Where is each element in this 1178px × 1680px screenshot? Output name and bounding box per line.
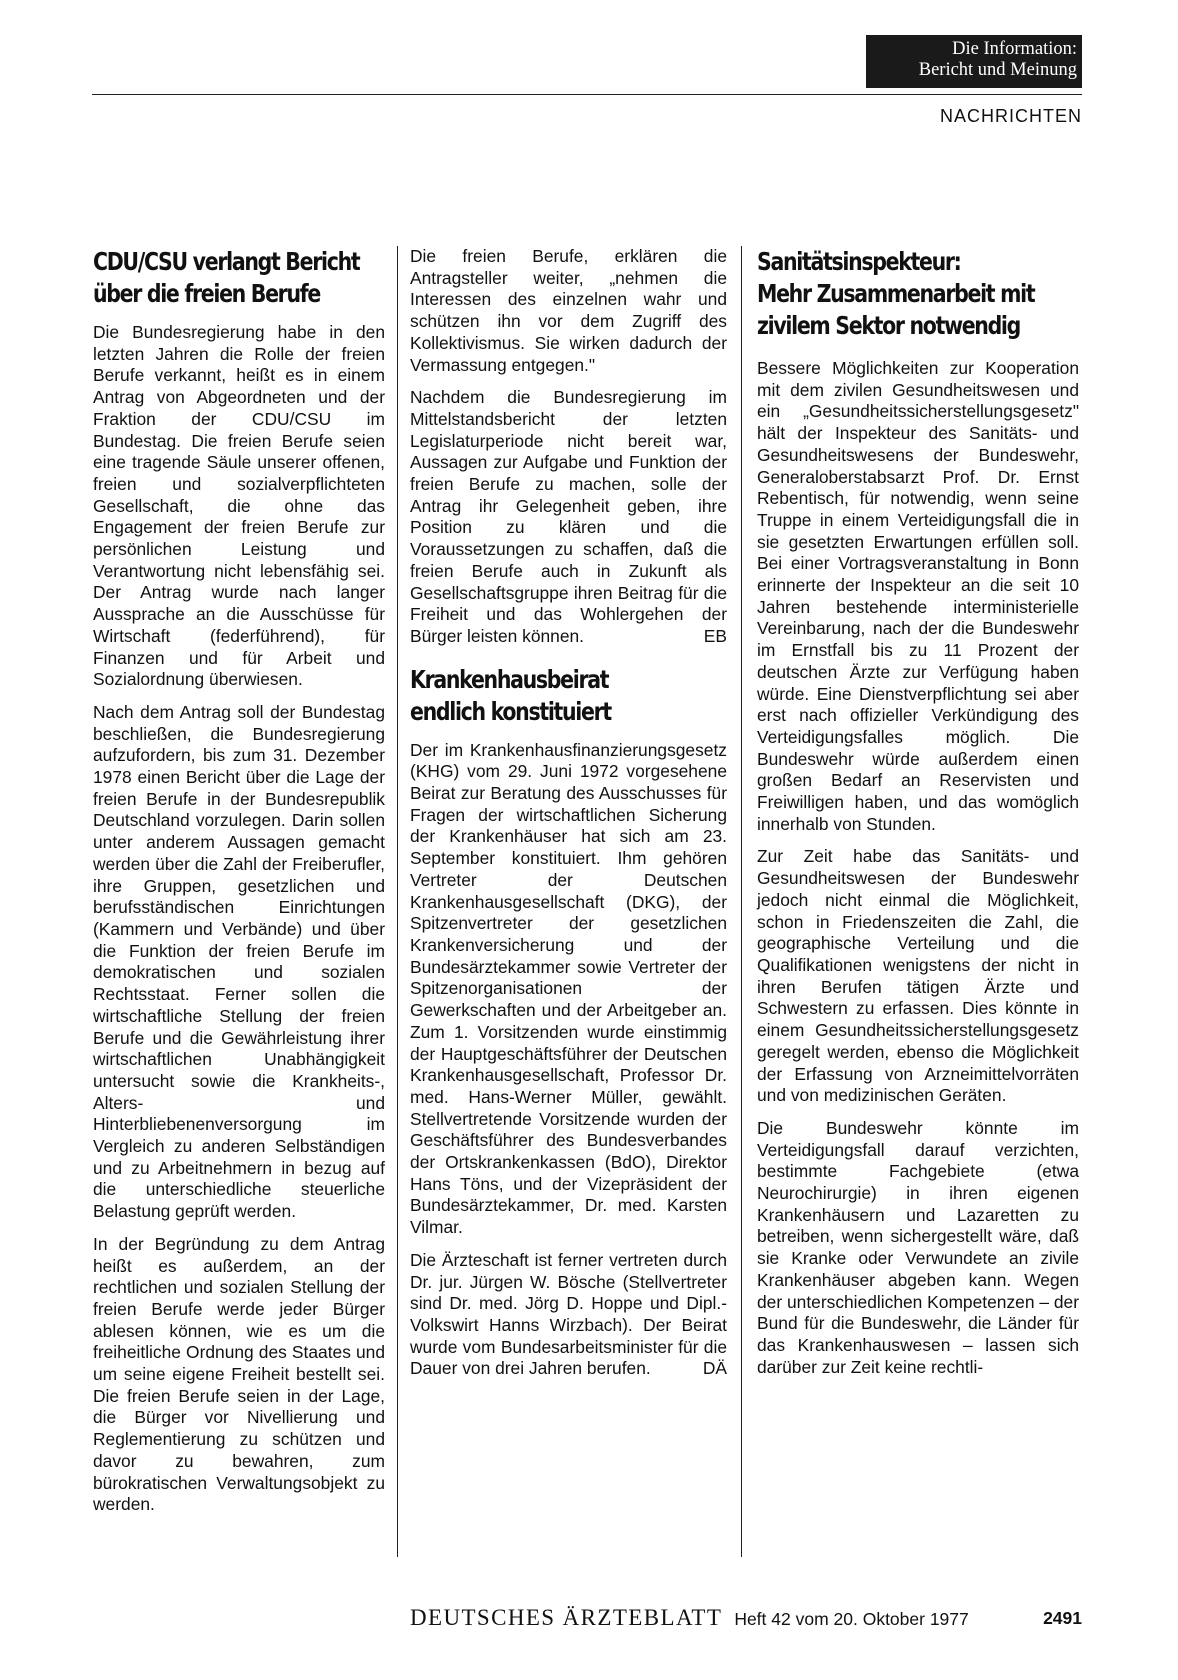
headline-line: über die freien Berufe [93, 279, 320, 308]
page-footer [410, 1605, 1082, 1631]
headline-line: zivilem Sektor notwendig [757, 311, 1021, 340]
paragraph [410, 1250, 727, 1380]
paragraph: In der Begründung zu dem Antrag heißt es außerdem, an der rechtlichen und sozialen Stellung der freien Berufe werde jeder Bürger ablesen können, wie es um die freiheitliche Ordnung des Staates und um seine eigene Freiheit bestellt sei. Die freien Berufe seien in der Lage, die Bürger vor Nivellierung und Reglementierung zu schützen und davor zu bewahren, zum bürokratischen Verwaltungsobjekt zu werden. [93, 1233, 385, 1515]
author-signature: EB [703, 625, 727, 646]
paragraph: Bessere Möglichkeiten zur Kooperation mit dem zivilen Gesundheitswesen und ein „Gesundheitssicherstellungsgesetz" hält der Inspekteur des Sanitäts- und Gesundheitswesens der Bundeswehr, Generaloberstabsarzt Prof. Dr. Ernst Rebentisch, für notwendig, wenn seine Truppe in einem Verteidigungsfall die in sie gesetzten Erwartungen erfüllen soll. Bei einer Vortragsveranstaltung in Bonn erinnerte der Inspekteur an die seit 10 Jahren bestehende interministerielle Vereinbarung, nach der die Bundeswehr im Ernstfall bis zu 11 Prozent der deutschen Ärzte zur Verfügung haben würde. Eine Dienstverpflichtung sei aber erst nach offizieller Verkündigung des Verteidigungsfalles möglich. Die Bundeswehr würde außerdem einen großen Bedarf an Reservisten und Freiwilligen haben, und das womöglich innerhalb von Stunden. [757, 358, 1079, 834]
headline-line: endlich konstituiert [410, 696, 611, 726]
headline-line: Mehr Zusammenarbeit mit [757, 279, 1035, 308]
headline-line: Sanitätsinspekteur: [757, 247, 961, 276]
paragraph: Nach dem Antrag soll der Bundestag beschließen, die Bundesregierung aufzufordern, bis zum 31. Dezember 1978 einen Bericht über die Lage der freien Berufe in der Bundesrepublik Deutschland vorzulegen. Darin sollen unter anderem Aussagen gemacht werden über die Zahl der Freiberufler, ihre Gruppen, gesetzlichen und berufsständischen Einrichtungen (Kammern und Verbände) und über die Funktion der freien Berufe im demokratischen und sozialen Rechtsstaat. Ferner sollen die wirtschaftliche Stellung der freien Berufe und die Gewährleistung ihrer wirtschaftlichen Unabhängigkeit untersucht sowie die Krankheits-, Alters- und Hinterbliebenenversorgung im Vergleich zu anderen Selbständigen und zu Arbeitnehmern in bezug auf die unterschiedliche steuerliche Belastung geprüft werden. [93, 701, 385, 1222]
page-number: 2491 [1043, 1608, 1082, 1628]
rubric-line: Die Information: [952, 39, 1077, 59]
header-rule [92, 94, 1082, 95]
headline-line: CDU/CSU verlangt Bericht [93, 247, 360, 276]
rubric-box [866, 35, 1082, 88]
column-rule [741, 246, 742, 1557]
headline-line: Krankenhausbeirat [410, 664, 609, 694]
issue-info: Heft 42 vom 20. Oktober 1977 [734, 1609, 969, 1629]
rubric-line: Bericht und Meinung [918, 60, 1077, 80]
paragraph: Die Bundesregierung habe in den letzten Jahren die Rolle der freien Berufe verkannt, heißt es in einem Antrag von Abgeordneten und der Fraktion der CDU/CSU im Bundestag. Die freien Berufe seien eine tragende Säule unserer offenen, freien und sozialverpflichteten Gesellschaft, die ohne das Engagement der freien Berufe zur persönlichen Leistung und Verantwortung nicht lebensfähig sei. Der Antrag wurde nach langer Aussprache an die Ausschüsse für Wirtschaft (federführend), für Finanzen und für Arbeit und Sozialordnung überwiesen. [93, 322, 385, 690]
paragraph: Zur Zeit habe das Sanitäts- und Gesundheitswesen der Bundeswehr jedoch nicht einmal die Möglichkeit, schon in Friedenszeiten die Zahl, die geographische Verteilung und die Qualifikationen wenigstens der nicht in ihren Berufen tätigen Ärzte und Schwestern zu erfassen. Dies könnte in einem Gesundheitssicherstellungsgesetz geregelt werden, ebenso die Möglichkeit der Erfassung von Arzneimittelvorräten und von medizinischen Geräten. [757, 846, 1079, 1106]
paragraph [410, 387, 727, 647]
headline [757, 246, 1079, 342]
journal-name: DEUTSCHES ÄRZTEBLATT [410, 1605, 723, 1630]
section-label: NACHRICHTEN [939, 106, 1082, 126]
article-cdu-csu [93, 246, 385, 1527]
paragraph: Der im Krankenhausfinanzierungsgesetz (KHG) vom 29. Juni 1972 vorgesehene Beirat zur Beratung des Ausschusses für Fragen der wirtschaftlichen Sicherung der Krankenhäuser hat sich am 23. September konstituiert. Ihm gehören Vertreter der Deutschen Krankenhausgesellschaft (DKG), der Spitzenvertreter der gesetzlichen Krankenversicherung und der Bundesärztekammer sowie Vertreter der Spitzenorganisationen der Gewerkschaften und der Arbeitgeber an. Zum 1. Vorsitzenden wurde einstimmig der Hauptgeschäftsführer der Deutschen Krankenhausgesellschaft, Professor Dr. med. Hans-Werner Müller, gewählt. Stellvertretende Vorsitzende wurden der Geschäftsführer des Bundesverbandes der Ortskrankenkassen (BdO), Direktor Hans Töns, und der Vizepräsident der Bundesärztekammer, Dr. med. Karsten Vilmar. [410, 739, 727, 1238]
headline [93, 246, 385, 310]
article-sanitaetsinspekteur [757, 246, 1079, 1389]
paragraph: Die Bundeswehr könnte im Verteidigungsfall darauf verzichten, bestimmte Fachgebiete (etwa Neurochirurgie) in ihren eigenen Krankenhäusern und Lazaretten zu betreiben, wenn sichergestellt wäre, daß sie Kranke oder Verwundete an zivile Krankenhäuser abgeben kann. Wegen der unterschiedlichen Kompetenzen – der Bund für die Bundeswehr, die Länder für das Krankenhauswesen – lassen sich darüber zur Zeit keine rechtli- [757, 1117, 1079, 1377]
column-rule [397, 246, 398, 1557]
author-signature: DÄ [702, 1358, 727, 1379]
article-column-2 [410, 246, 727, 1391]
paragraph: Die freien Berufe, erklären die Antragsteller weiter, „nehmen die Interessen des einzelnen wahr und schützen ihn vor dem Zugriff des Kollektivismus. Sie wirken dadurch der Vermassung entgegen." [410, 246, 727, 375]
headline [410, 664, 727, 728]
paragraph-text: Die Ärzteschaft ist ferner vertreten durch Dr. jur. Jürgen W. Bösche (Stellvertreter sind Dr. med. Jörg D. Hoppe und Dipl.-Volkswirt Hanns Wirzbach). Der Beirat wurde vom Bundesarbeitsminister für die Dauer von drei Jahren berufen. [410, 1249, 727, 1379]
paragraph-text: Nachdem die Bundesregierung im Mittelstandsbericht der letzten Legislaturperiode nicht bereit war, Aussagen zur Aufgabe und Funktion der freien Berufe zu machen, solle der Antrag ihr Gelegenheit geben, ihre Position zu klären und die Voraussetzungen zu schaffen, daß die freien Berufe auch in Zukunft als Gesellschaftsgruppe ihren Beitrag für die Freiheit und das Wohlergehen der Bürger leisten können. [410, 387, 727, 646]
